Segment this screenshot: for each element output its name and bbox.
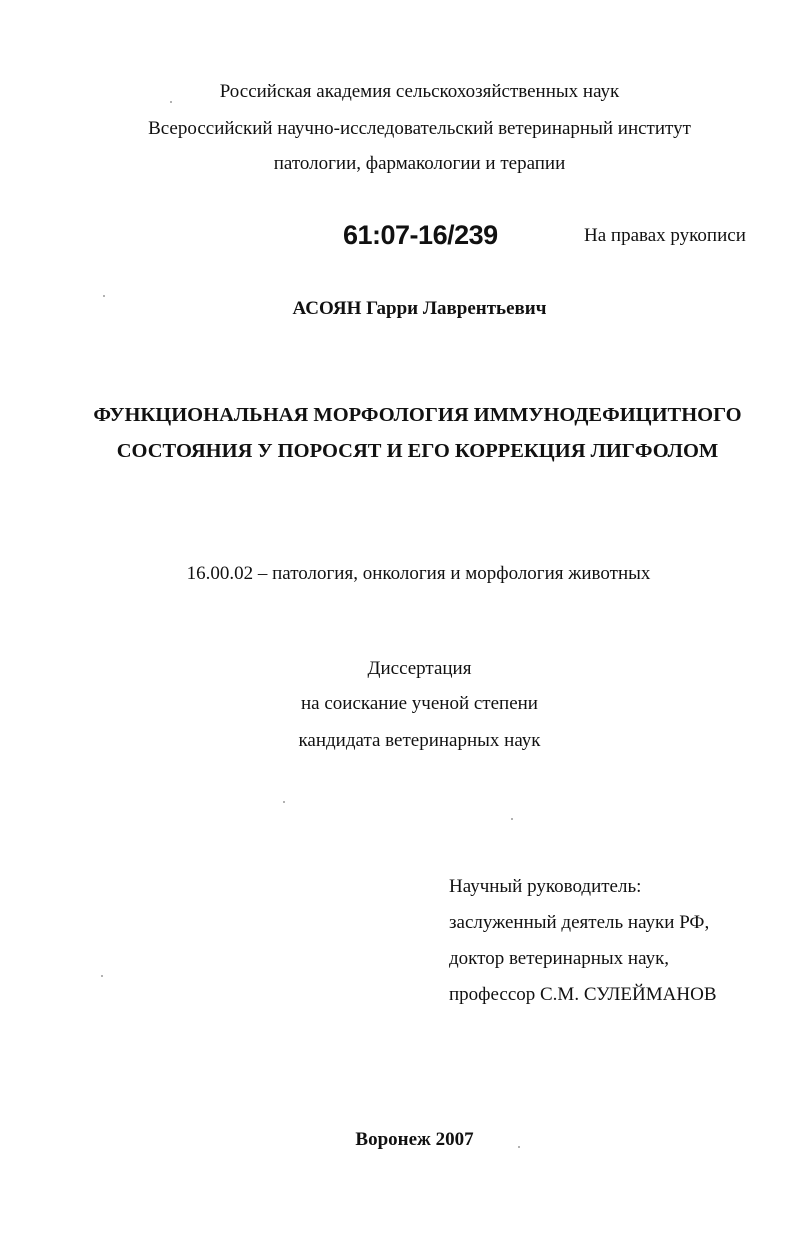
archive-code: 61:07-16/239 <box>343 220 498 250</box>
dissertation-type-line-2: на соискание ученой степени <box>301 693 538 714</box>
scan-speck <box>518 1146 520 1148</box>
supervisor-line-2: заслуженный деятель науки РФ, <box>449 912 710 933</box>
scan-speck <box>103 295 105 297</box>
scan-speck <box>101 975 103 977</box>
dissertation-title-line-2: СОСТОЯНИЯ У ПОРОСЯТ И ЕГО КОРРЕКЦИЯ ЛИГФОЛОМ <box>116 440 719 462</box>
dissertation-title-line-1: ФУНКЦИОНАЛЬНАЯ МОРФОЛОГИЯ ИММУНОДЕФИЦИТНОГО <box>93 404 742 426</box>
dissertation-type-line-1: Диссертация <box>367 658 472 679</box>
supervisor-line-4: профессор С.М. СУЛЕЙМАНОВ <box>449 984 717 1005</box>
organization-line-2: Всероссийский научно-исследовательский ветеринарный институт <box>148 118 691 139</box>
organization-line-3: патологии, фармакологии и терапии <box>273 153 566 174</box>
scan-speck <box>283 801 285 803</box>
specialty-code: 16.00.02 – патология, онкология и морфология животных <box>186 563 651 584</box>
scan-speck <box>170 101 172 103</box>
supervisor-line-3: доктор ветеринарных наук, <box>449 948 670 969</box>
city-year: Воронеж 2007 <box>355 1129 474 1150</box>
supervisor-line-1: Научный руководитель: <box>449 876 642 897</box>
dissertation-type-line-3: кандидата ветеринарных наук <box>298 730 541 751</box>
scan-speck <box>511 818 513 820</box>
author-name: АСОЯН Гарри Лаврентьевич <box>292 298 547 319</box>
organization-line-1: Российская академия сельскохозяйственных наук <box>219 81 620 102</box>
rights-note: На правах рукописи <box>584 225 746 246</box>
